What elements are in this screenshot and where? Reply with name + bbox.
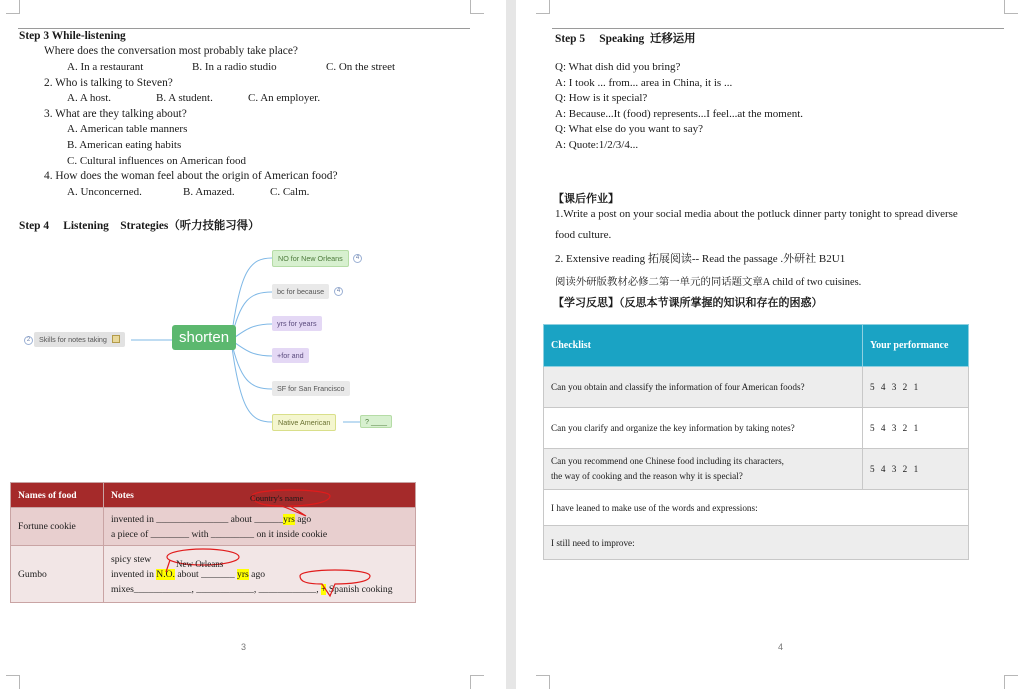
dialogue-line-4: A: Because...It (food) represents...I feel...at the moment. — [555, 108, 804, 120]
crop-mark-bottom-left — [536, 675, 550, 689]
callout-country-text: Country's name — [250, 493, 304, 503]
self-checklist-table — [543, 324, 969, 560]
branch-node-san-francisco[interactable]: SF for San Francisco — [272, 381, 350, 396]
dialogue-line-2: A: I took ... from... area in China, it is ... — [555, 77, 733, 89]
q2-option-c: C. An employer. — [248, 92, 321, 104]
score-scale-2[interactable]: 5 4 3 2 1 — [863, 408, 969, 449]
highlight-yrs-2: yrs — [237, 568, 249, 580]
q1-option-b: B. In a radio studio — [192, 61, 277, 73]
improve-prompt[interactable]: I still need to improve: — [544, 526, 969, 560]
homework-item-1: 1.Write a post on your social media about the potluck dinner party tonight to spread diverse — [555, 208, 958, 220]
q1-option-a: A. In a restaurant — [67, 61, 144, 73]
question-4: 4. How does the woman feel about the origin of American food? — [44, 170, 338, 182]
reflection-title: 【学习反思】（反思本节课所掌握的知识和存在的困惑） — [553, 297, 823, 309]
connector-branch-4 — [231, 340, 272, 356]
crop-mark-top-right — [1004, 0, 1018, 14]
connector-branch-3 — [231, 324, 272, 340]
mindmap-root-node[interactable] — [34, 332, 125, 347]
table-row — [544, 367, 969, 408]
food-name-fortune-cookie: Fortune cookie — [11, 508, 104, 546]
q4-option-a: A. Unconcerned. — [67, 186, 142, 198]
header-your-performance: Your performance — [863, 325, 969, 367]
page-gap — [506, 0, 516, 689]
checklist-item-3-line-2: the way of cooking and the reason why it is special? — [551, 471, 743, 481]
question-2: 2. Who is talking to Steven? — [44, 77, 173, 89]
header-names-of-food: Names of food — [11, 483, 104, 508]
score-scale-1[interactable]: 5 4 3 2 1 — [863, 367, 969, 408]
table-row — [544, 526, 969, 560]
mindmap-center-node[interactable]: shorten — [172, 325, 236, 350]
page-number: 3 — [241, 642, 247, 652]
table-row — [544, 490, 969, 526]
q4-option-b: B. Amazed. — [183, 186, 235, 198]
q2-option-b: B. A student. — [156, 92, 213, 104]
food-name-gumbo: Gumbo — [11, 546, 104, 603]
checklist-header-row — [544, 325, 969, 367]
callout-new-orleans-tail — [166, 560, 170, 572]
step5-title: Step 5 Speaking 迁移运用 — [555, 33, 696, 45]
branch-node-and[interactable]: +for and — [272, 348, 309, 363]
crop-mark-bottom-left — [6, 675, 20, 689]
fortune-line-1-end: ago — [294, 513, 312, 525]
highlight-no: N.O. — [156, 568, 175, 580]
q3-option-a: A. American table manners — [67, 123, 188, 135]
root-label: Skills for notes taking — [39, 335, 107, 344]
fortune-line-1-text: invented in _______________ about ______ — [111, 513, 284, 525]
dialogue-line-5: Q: What else do you want to say? — [555, 123, 703, 135]
highlight-yrs: yrs — [283, 513, 295, 525]
step3-title: Step 3 While-listening — [19, 30, 126, 42]
header-checklist: Checklist — [544, 325, 863, 367]
checklist-item-3-line-1: Can you recommend one Chinese food including its characters, — [551, 456, 784, 466]
page-number: 4 — [778, 642, 784, 652]
connector-branch-2 — [231, 292, 272, 340]
q4-option-c: C. Calm. — [270, 186, 310, 198]
branch-2-badge: 4 — [334, 287, 343, 296]
header-notes: Notes — [104, 483, 416, 508]
question-1: Where does the conversation most probably take place? — [44, 45, 298, 57]
header-rule — [18, 28, 470, 29]
branch-node-because[interactable]: bc for because — [272, 284, 329, 299]
gumbo-line-3-end: Spanish cooking — [326, 583, 393, 595]
branch-node-native-american[interactable]: Native American — [272, 414, 336, 431]
q3-option-c: C. Cultural influences on American food — [67, 155, 247, 167]
highlight-plus: + — [321, 583, 327, 595]
checklist-item-2: Can you clarify and organize the key information by taking notes? — [544, 408, 863, 449]
learned-prompt[interactable]: I have leaned to make use of the words and expressions: — [544, 490, 969, 526]
leaf-node-question[interactable]: ? ____ — [360, 415, 392, 428]
branch-node-years[interactable]: yrs for years — [272, 316, 322, 331]
crop-mark-top-left — [536, 0, 550, 14]
root-number-badge: 2 — [24, 336, 33, 345]
step4-title: Step 4 Listening Strategies（听力技能习得） — [19, 220, 260, 232]
homework-item-3: 阅读外研版教材必修二第一单元的同话题文章A child of two cuisines. — [555, 277, 862, 288]
crop-mark-top-right — [470, 0, 484, 14]
callout-new-orleans-text: New Orleans — [176, 559, 224, 569]
dialogue-line-1: Q: What dish did you bring? — [555, 61, 681, 73]
table-row — [544, 408, 969, 449]
branch-1-badge: 4 — [353, 254, 362, 263]
annotation-callouts — [0, 480, 420, 610]
crop-mark-bottom-right — [470, 675, 484, 689]
score-scale-3[interactable]: 5 4 3 2 1 — [863, 449, 969, 490]
homework-item-2: 2. Extensive reading 拓展阅读-- Read the passage .外研社 B2U1 — [555, 253, 846, 265]
branch-node-new-orleans[interactable]: NO for New Orleans — [272, 250, 349, 267]
document-page-3 — [0, 0, 506, 689]
gumbo-line-1: spicy stew — [111, 553, 152, 565]
gumbo-line-3-text: mixes____________, ____________, ____________, — [111, 583, 321, 595]
callout-spanish-bubble — [300, 570, 370, 596]
gumbo-line-2-text: invented in — [111, 568, 157, 580]
homework-title: 【课后作业】 — [553, 193, 619, 205]
crop-mark-top-left — [6, 0, 20, 14]
checklist-item-1: Can you obtain and classify the information of four American foods? — [544, 367, 863, 408]
checklist-item-3 — [544, 449, 863, 490]
gumbo-line-2-end: ago — [248, 568, 266, 580]
connector-branch-5 — [231, 340, 272, 389]
gumbo-line-2-mid: about _______ — [174, 568, 238, 580]
header-rule — [552, 28, 1004, 29]
crop-mark-bottom-right — [1004, 675, 1018, 689]
fortune-line-2: a piece of ________ with _________ on it inside cookie — [111, 528, 328, 540]
homework-item-1-cont: food culture. — [555, 229, 612, 241]
dialogue-line-3: Q: How is it special? — [555, 92, 648, 104]
table-row — [544, 449, 969, 490]
q2-option-a: A. A host. — [67, 92, 112, 104]
question-3: 3. What are they talking about? — [44, 108, 187, 120]
dialogue-line-6: A: Quote:1/2/3/4... — [555, 139, 639, 151]
q3-option-b: B. American eating habits — [67, 139, 182, 151]
q1-option-c: C. On the street — [326, 61, 396, 73]
note-icon — [112, 335, 120, 343]
